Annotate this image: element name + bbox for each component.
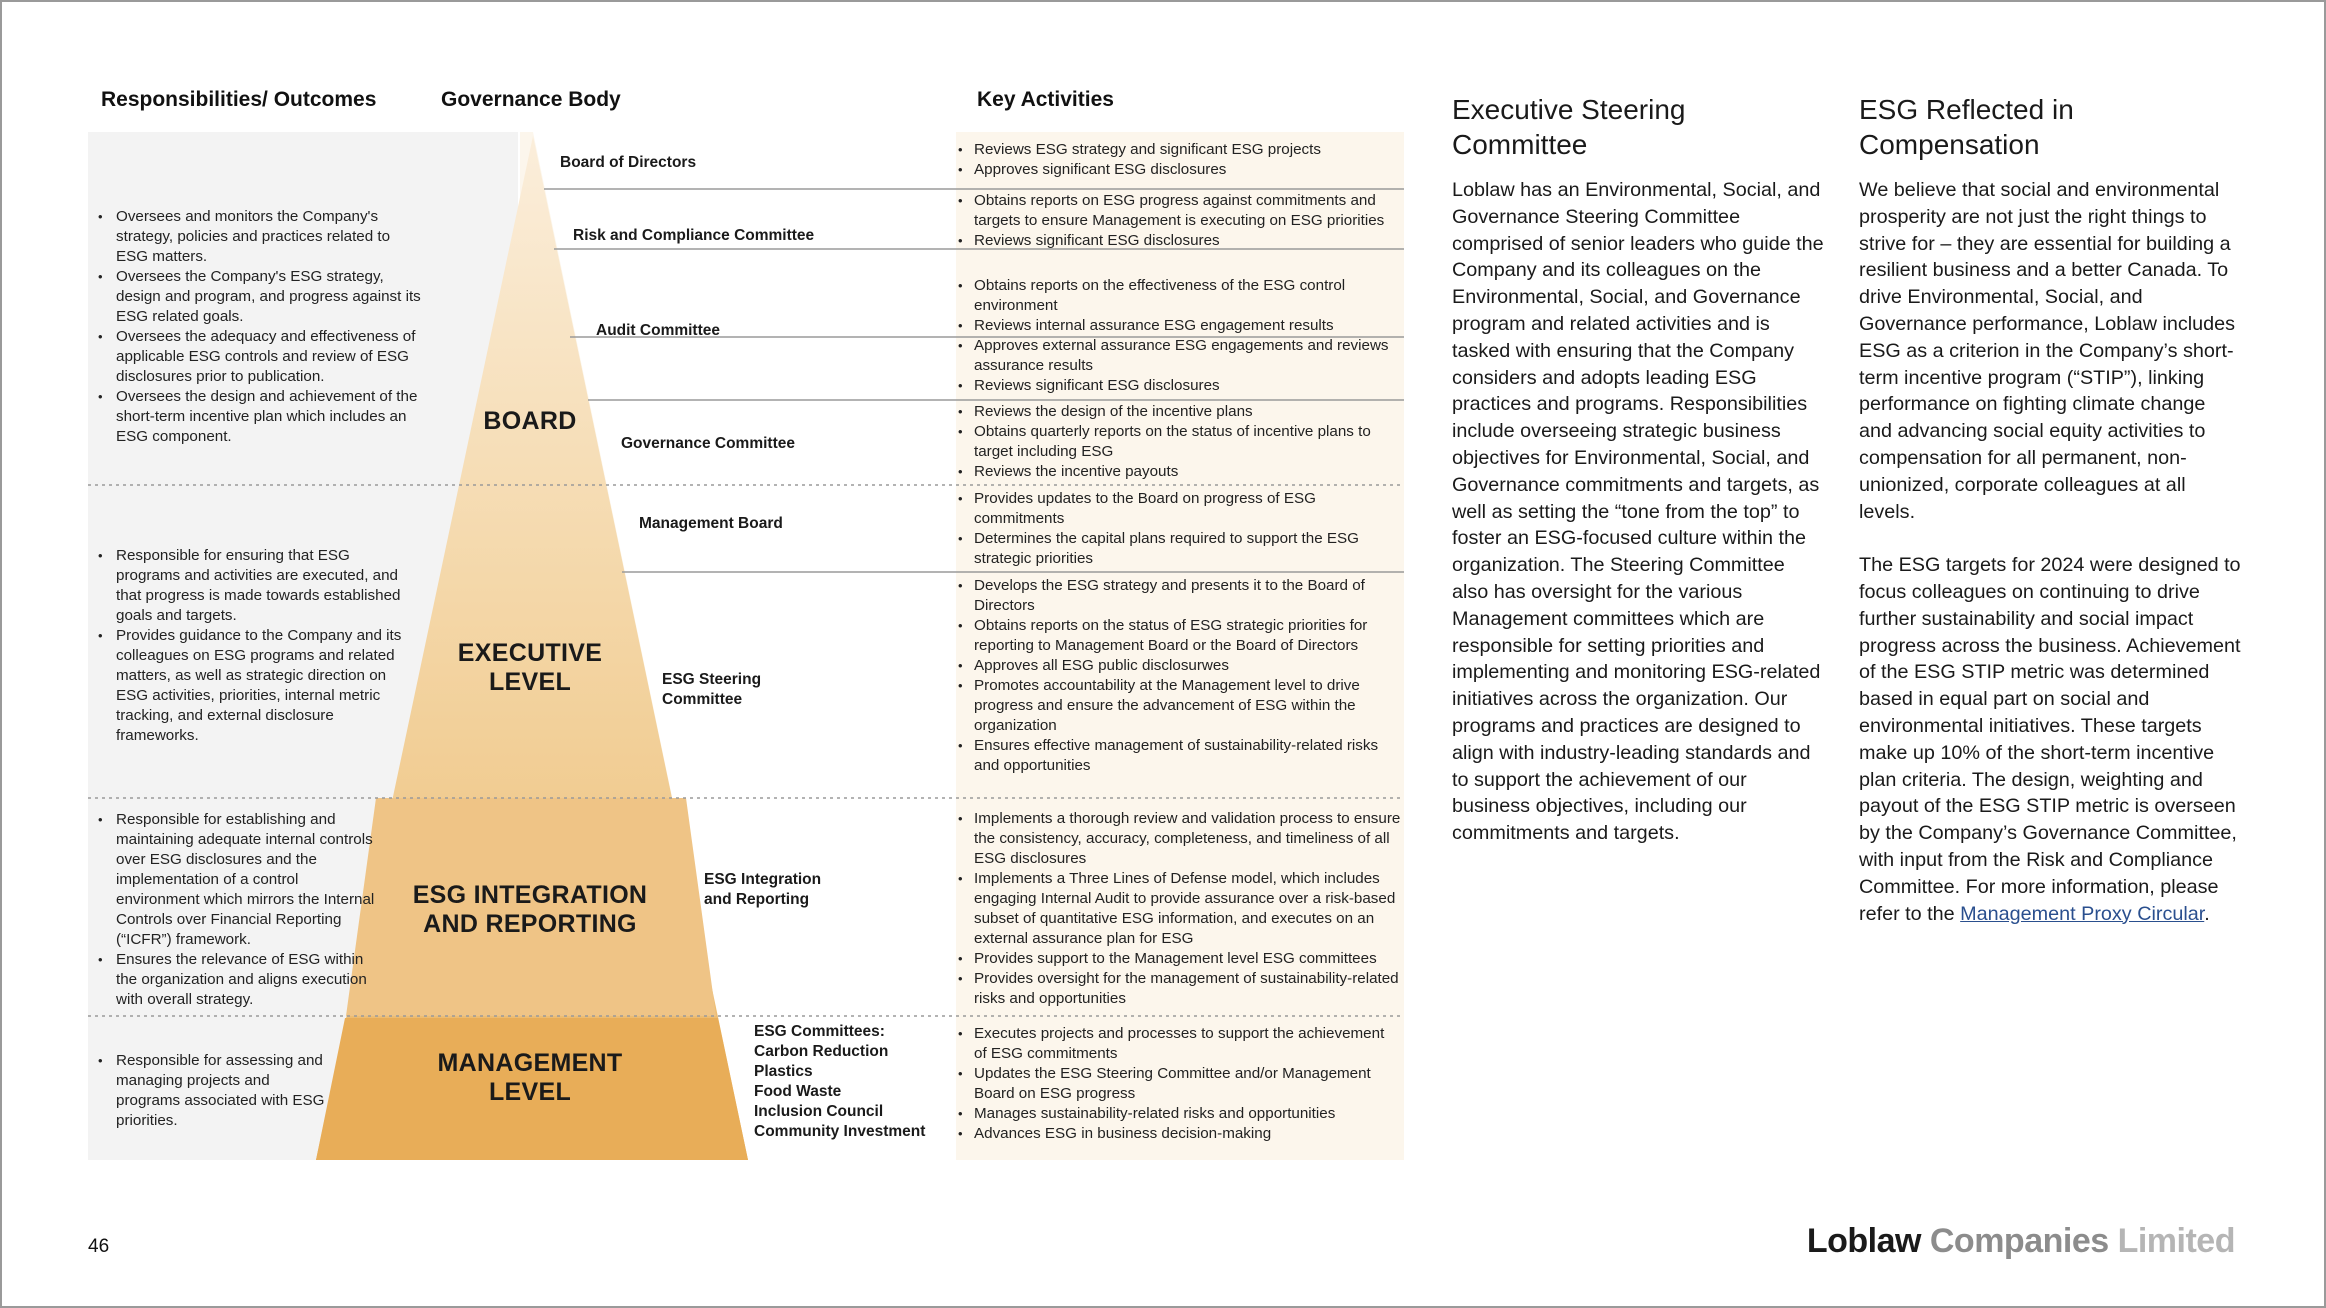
page-number: 46 — [88, 1236, 110, 1257]
activities-risk-compliance — [958, 191, 1398, 251]
list-item: • Oversees the adequacy and effectiveness of applicable ESG controls and review of ESG disclosures prior to publication. — [96, 327, 426, 387]
list-item: • Updates the ESG Steering Committee and/or Management Board on ESG progress — [958, 1064, 1398, 1104]
body-audit — [596, 321, 720, 341]
steering-text — [1452, 177, 1824, 874]
list-item: • Reviews the design of the incentive plans — [958, 402, 1398, 422]
list-item: • Provides support to the Management level ESG committees — [958, 949, 1404, 969]
list-item: • Responsible for ensuring that ESG programs and activities are executed, and that progress is made towards established goals and targets. — [96, 546, 402, 626]
logo-word: Limited — [2117, 1222, 2235, 1260]
list-item: • Reviews significant ESG disclosures — [958, 376, 1398, 396]
list-item: • Reviews ESG strategy and significant ESG projects — [958, 140, 1398, 160]
activities-governance — [958, 402, 1398, 482]
level-management-line-2: LEVEL — [488, 1078, 572, 1106]
logo-word: Loblaw — [1806, 1222, 1921, 1260]
body-label: Governance Committee — [621, 435, 795, 452]
body-governance — [621, 434, 795, 454]
company-logo — [1807, 1222, 2235, 1261]
list-item: • Ensures the relevance of ESG within the organization and aligns execution with overall strategy. — [96, 950, 376, 1010]
compensation-title: ESG Reflected in Compensation — [1859, 94, 2074, 160]
body-management-board — [639, 514, 783, 534]
list-item: • Provides oversight for the management of sustainability-related risks and opportunities — [958, 969, 1404, 1009]
level-esg-integration-line-1: ESG INTEGRATION — [412, 881, 648, 909]
body-label: Carbon Reduction — [754, 1043, 889, 1060]
responsibilities-board — [96, 207, 426, 447]
list-item: • Manages sustainability-related risks and opportunities — [958, 1104, 1398, 1124]
header-responsibilities: Responsibilities/ Outcomes — [101, 88, 377, 111]
level-executive — [430, 639, 630, 697]
body-label: Food Waste — [754, 1083, 842, 1100]
activities-esg-committees — [958, 1024, 1398, 1144]
level-management — [400, 1049, 660, 1107]
body-label: Management Board — [639, 515, 783, 532]
list-item: • Responsible for establishing and maintaining adequate internal controls over ESG disclosures and the implementation of a control environment which mirrors the Internal Controls over Financial Reporting (“ICFR”) framework. — [96, 810, 376, 950]
body-label: Inclusion Council — [754, 1103, 884, 1120]
level-esg-integration — [385, 881, 675, 939]
activities-audit — [958, 276, 1398, 396]
list-item: • Oversees and monitors the Company's strategy, policies and practices related to ESG matters. — [96, 207, 426, 267]
list-item: • Oversees the design and achievement of the short-term incentive plan which includes an ESG component. — [96, 387, 426, 447]
list-item: • Provides guidance to the Company and its colleagues on ESG programs and related matters, as well as strategic direction on ESG activities, priorities, internal metric tracking, and external disclosure frameworks. — [96, 626, 402, 746]
activities-management-board — [958, 489, 1398, 569]
level-esg-integration-line-2: AND REPORTING — [423, 910, 637, 938]
list-item: • Approves all ESG public disclosurwes — [958, 656, 1398, 676]
list-item: • Reviews the incentive payouts — [958, 462, 1398, 482]
logo-word: Companies — [1929, 1222, 2109, 1260]
body-label: Risk and Compliance Committee — [573, 227, 815, 244]
activities-esg-integration — [958, 809, 1404, 1009]
compensation-paragraph-2 — [1859, 552, 2243, 927]
body-esg-integration — [704, 870, 821, 910]
responsibilities-executive — [96, 546, 402, 746]
level-board-label: BOARD — [483, 407, 577, 435]
responsibilities-esg-integration — [96, 810, 376, 1010]
proxy-circular-link[interactable]: Management Proxy Circular — [1960, 902, 2205, 925]
compensation-paragraph-2-text: The ESG targets for 2024 were designed to focus colleagues on continuing to drive further sustainability and social impact progress across the business. Achievement of the ESG STIP metric was determined based in equal part on social and environmental initiatives. These targets make up 10% of the short-term incentive plan criteria. The design, weighting and payout of the ESG STIP metric is overseen by the Company’s Governance Committee, with input from the Risk and Compliance Committee. For more information, please refer to the — [1859, 554, 2241, 925]
list-item: • Ensures effective management of sustainability-related risks and opportunities — [958, 736, 1398, 776]
list-item: • Reviews significant ESG disclosures — [958, 231, 1398, 251]
level-executive-line-2: LEVEL — [488, 668, 572, 696]
list-item: • Obtains reports on the status of ESG strategic priorities for reporting to Management Board or the Board of Directors — [958, 616, 1398, 656]
list-item: • Advances ESG in business decision-making — [958, 1124, 1398, 1144]
list-item: • Promotes accountability at the Management level to drive progress and ensure the advancement of ESG within the organization — [958, 676, 1398, 736]
activities-board-of-directors — [958, 140, 1398, 180]
list-item: • Determines the capital plans required to support the ESG strategic priorities — [958, 529, 1398, 569]
body-label: Plastics — [754, 1063, 813, 1080]
list-item: • Oversees the Company's ESG strategy, design and program, and progress against its ESG related goals. — [96, 267, 426, 327]
list-item: • Develops the ESG strategy and presents it to the Board of Directors — [958, 576, 1398, 616]
list-item: • Implements a thorough review and validation process to ensure the consistency, accuracy, completeness, and timeliness of all ESG disclosures — [958, 809, 1404, 869]
list-item: • Reviews internal assurance ESG engagement results — [958, 316, 1398, 336]
body-esg-steering — [662, 670, 761, 710]
body-label: and Reporting — [704, 891, 810, 908]
activities-esg-steering — [958, 576, 1398, 776]
link-suffix: . — [2204, 902, 2210, 925]
list-item: • Approves external assurance ESG engagements and reviews assurance results — [958, 336, 1398, 376]
body-label: Audit Committee — [596, 322, 720, 339]
list-item: • Responsible for assessing and managing projects and programs associated with ESG priorities. — [96, 1051, 336, 1131]
responsibilities-management — [96, 1051, 336, 1131]
body-risk-compliance — [573, 226, 814, 246]
steering-title: Executive Steering Committee — [1452, 94, 1686, 160]
list-item: • Provides updates to the Board on progress of ESG commitments — [958, 489, 1398, 529]
body-label: ESG Committees: — [754, 1023, 885, 1040]
compensation-text — [1859, 177, 2243, 954]
list-item: • Obtains reports on ESG progress against commitments and targets to ensure Management is executing on ESG priorities — [958, 191, 1398, 231]
body-label: Community Investment — [754, 1123, 926, 1140]
level-management-line-1: MANAGEMENT — [437, 1049, 623, 1077]
header-governance-body: Governance Body — [441, 88, 621, 111]
list-item: • Approves significant ESG disclosures — [958, 160, 1398, 180]
steering-paragraph: Loblaw has an Environmental, Social, and Governance Steering Committee comprised of senior leaders who guide the Company and its colleagues on the Environmental, Social, and Governance program and related activities and is tasked with ensuring that the Company considers and adopts leading ESG practices and programs. Responsibilities include overseeing strategic business objectives for Environmental, Social, and Governance commitments and targets, as well as setting the “tone from the top” to foster an ESG-focused culture within the organization. The Steering Committee also has oversight for the various Management committees which are responsible for setting priorities and implementing and monitoring ESG-related initiatives across the organization. Our programs and practices are designed to align with industry-leading standards and to support the achievement of our business objectives, including our commitments and targets. — [1452, 179, 1824, 845]
level-executive-line-1: EXECUTIVE — [457, 639, 603, 667]
body-label: ESG Integration — [704, 871, 822, 888]
list-item: • Obtains reports on the effectiveness of the ESG control environment — [958, 276, 1398, 316]
list-item: • Executes projects and processes to support the achievement of ESG commitments — [958, 1024, 1398, 1064]
body-label: ESG Steering — [662, 671, 762, 688]
body-esg-committees — [754, 1022, 925, 1142]
compensation-paragraph-1: We believe that social and environmental prosperity are not just the right things to strive for – they are essential for building a resilient business and a better Canada. To drive Environmental, Social, and Governance performance, Loblaw includes ESG as a criterion in the Company’s short-term incentive program (“STIP”), linking performance on fighting climate change and advancing social equity activities to compensation for all permanent, non-unionized, corporate colleagues at all levels. — [1859, 179, 2236, 523]
header-key-activities: Key Activities — [977, 88, 1114, 111]
body-label: Committee — [662, 691, 743, 708]
body-label: Board of Directors — [560, 154, 697, 171]
list-item: • Obtains quarterly reports on the status of incentive plans to target including ESG — [958, 422, 1398, 462]
list-item: • Implements a Three Lines of Defense model, which includes engaging Internal Audit to provide assurance over a risk-based subset of quantitative ESG information, and executes on an external assurance plan for ESG — [958, 869, 1404, 949]
level-board — [430, 407, 630, 436]
body-board-of-directors — [560, 153, 696, 173]
